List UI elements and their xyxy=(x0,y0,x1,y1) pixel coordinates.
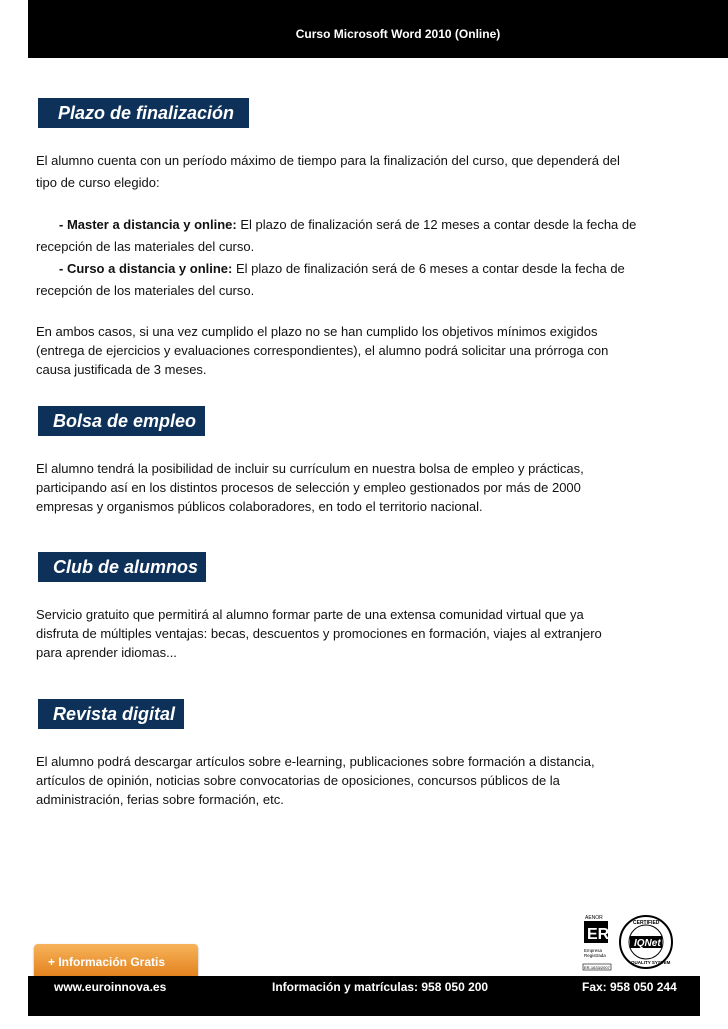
document-title: Curso Microsoft Word 2010 (Online) xyxy=(295,27,501,41)
plazo-item-master-text: El plazo de finalización será de 12 meses a contar desde la fecha de recepción de las materiales del curso. xyxy=(36,217,637,254)
plazo-closing: En ambos casos, si una vez cumplido el plazo no se han cumplido los objetivos mínimos exigidos (entrega de ejercicios y evaluaciones correspondientes), el alumno podrá solicitar una prórroga con causa justificada de 3 meses. xyxy=(36,324,609,377)
bolsa-text: El alumno tendrá la posibilidad de incluir su currículum en nuestra bolsa de empleo y prácticas, participando así en los distintos procesos de selección y empleo gestionados por más de 2000 empresas y organismos públicos colaboradores, en todo el territorio nacional. xyxy=(36,461,584,514)
aenor-sub1: Empresa xyxy=(584,948,603,953)
heading-club: Club de alumnos xyxy=(38,552,206,582)
footer-fax: Fax: 958 050 244 xyxy=(582,980,677,994)
aenor-sub2: Registrada xyxy=(584,953,606,958)
footer-info-phone: Información y matrículas: 958 050 200 xyxy=(272,980,489,994)
plazo-item-master-label: - Master a distancia y online: xyxy=(59,217,237,232)
plazo-item-master xyxy=(36,214,646,258)
revista-text: El alumno podrá descargar artículos sobre e-learning, publicaciones sobre formación a distancia, artículos de opinión, noticias sobre convocatorias de oposiciones, concursos públicos de la administración, ferias sobre formación, etc. xyxy=(36,754,595,807)
er-mark: ER xyxy=(587,926,610,943)
plazo-item-curso xyxy=(36,258,646,302)
heading-revista: Revista digital xyxy=(38,699,184,729)
plazo-item-curso-label: - Curso a distancia y online: xyxy=(59,261,233,276)
iqnet-label: IQNet xyxy=(634,938,661,949)
heading-plazo: Plazo de finalización xyxy=(38,98,249,128)
iqnet-ring-bottom: QUALITY SYSTEM xyxy=(631,960,671,965)
aenor-iqnet-logo xyxy=(582,912,676,972)
footer-website-link[interactable]: www.euroinnova.es xyxy=(54,980,167,994)
header-bar xyxy=(28,0,728,58)
club-text: Servicio gratuito que permitirá al alumno formar parte de una extensa comunidad virtual que ya disfruta de múltiples ventajas: becas, descuentos y promociones en formación, viajes al extranjero para aprender idiomas... xyxy=(36,607,602,660)
aenor-label: AENOR xyxy=(585,915,603,921)
plazo-intro: El alumno cuenta con un período máximo de tiempo para la finalización del curso, que dependerá del tipo de curso elegido: xyxy=(36,153,620,190)
certification-logos xyxy=(582,912,676,972)
footer-bar xyxy=(28,976,700,1016)
heading-bolsa: Bolsa de empleo xyxy=(38,406,205,436)
iqnet-ring-top: CERTIFIED xyxy=(633,920,660,926)
plazo-item-curso-text: El plazo de finalización será de 6 meses a contar desde la fecha de recepción de los materiales del curso. xyxy=(36,261,625,298)
more-info-button[interactable]: + Información Gratis xyxy=(34,944,198,980)
aenor-code: ER-1633/2007 xyxy=(584,965,610,970)
